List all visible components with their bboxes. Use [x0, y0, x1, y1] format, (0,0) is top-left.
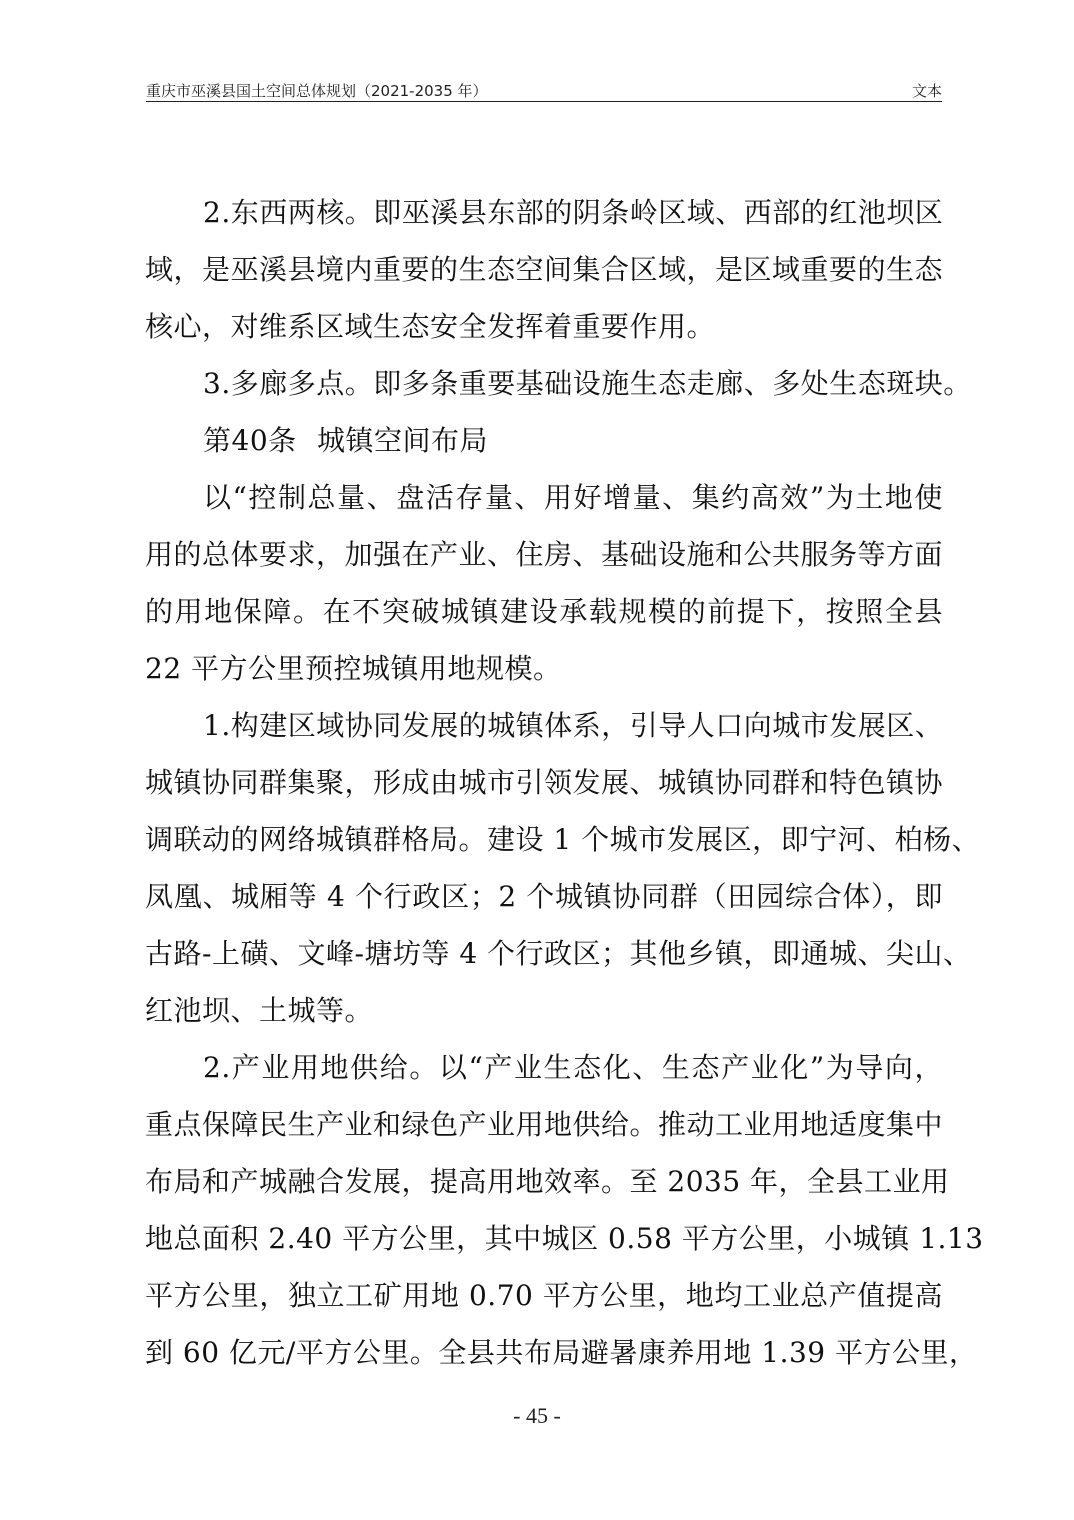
paragraph-line: 重点保障民生产业和绿色产业用地供给。推动工业用地适度集中	[145, 1108, 944, 1141]
paragraph-line: 到 60 亿元/平方公里。全县共布局避暑康养用地 1.39 平方公里，	[145, 1336, 978, 1369]
paragraph-line: 以“控制总量、盘活存量、用好增量、集约高效”为土地使	[203, 481, 943, 514]
page-number: - 45 -	[513, 1403, 561, 1428]
paragraph-line: 22 平方公里预控城镇用地规模。	[145, 652, 562, 685]
paragraph-line: 域，是巫溪县境内重要的生态空间集合区域，是区域重要的生态	[145, 253, 944, 286]
paragraph-line: 城镇协同群集聚，形成由城市引领发展、城镇协同群和特色镇协	[145, 766, 944, 799]
paragraph-line: 凤凰、城厢等 4 个行政区；2 个城镇协同群（田园综合体），即	[145, 880, 943, 913]
document-section-label: 文本	[911, 82, 942, 100]
paragraph-line: 平方公里，独立工矿用地 0.70 平方公里，地均工业总产值提高	[145, 1279, 943, 1312]
paragraph-line: 用的总体要求，加强在产业、住房、基础设施和公共服务等方面	[145, 538, 944, 571]
paragraph-line: 3.多廊多点。即多条重要基础设施生态走廊、多处生态斑块。	[203, 367, 972, 400]
paragraph-line: 1.构建区域协同发展的城镇体系，引导人口向城市发展区、	[203, 709, 944, 742]
paragraph-line: 红池坝、土城等。	[145, 994, 374, 1027]
page-header	[146, 74, 942, 102]
article-title: 城镇空间布局	[317, 424, 489, 457]
paragraph-line: 古路-上磺、文峰-塘坊等 4 个行政区；其他乡镇，即通城、尖山、	[145, 937, 972, 970]
paragraph-line: 调联动的网络城镇群格局。建设 1 个城市发展区，即宁河、柏杨、	[145, 823, 981, 856]
paragraph-line: 布局和产城融合发展，提高用地效率。至 2035 年，全县工业用	[145, 1165, 950, 1198]
header-rule	[146, 101, 942, 102]
paragraph-line: 地总面积 2.40 平方公里，其中城区 0.58 平方公里，小城镇 1.13	[145, 1222, 984, 1255]
article-heading	[145, 412, 943, 469]
article-number: 第40条	[203, 424, 297, 457]
document-title: 重庆市巫溪县国土空间总体规划（2021-2035 年）	[146, 82, 488, 100]
document-body	[145, 184, 984, 1381]
paragraph-line: 核心，对维系区域生态安全发挥着重要作用。	[145, 310, 716, 343]
paragraph-line: 2.东西两核。即巫溪县东部的阴条岭区域、西部的红池坝区	[203, 196, 944, 229]
paragraph-line: 的用地保障。在不突破城镇建设承载规模的前提下，按照全县	[145, 595, 943, 628]
paragraph-line: 2.产业用地供给。以“产业生态化、生态产业化”为导向，	[203, 1051, 943, 1084]
